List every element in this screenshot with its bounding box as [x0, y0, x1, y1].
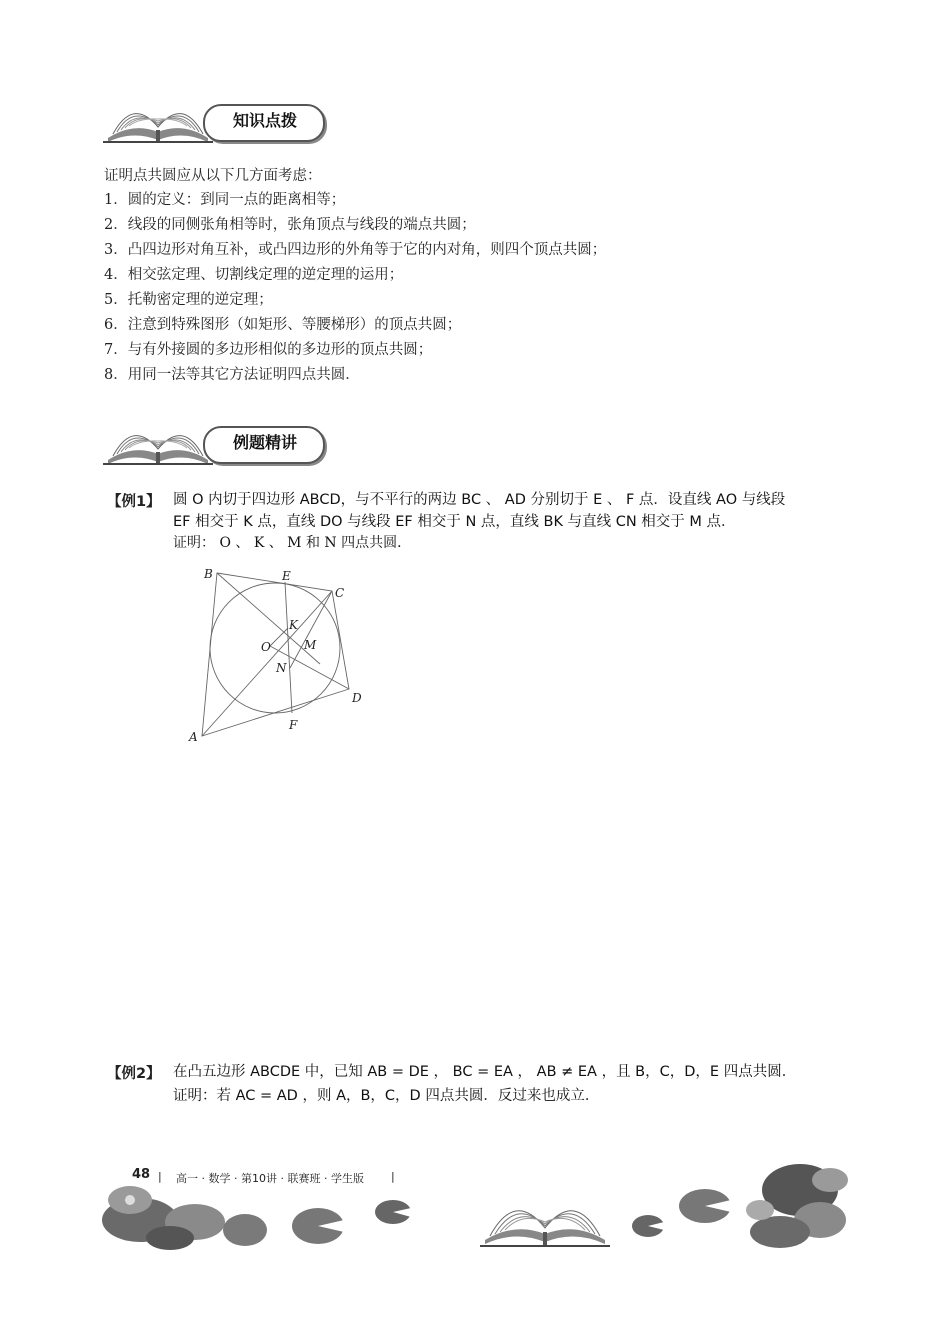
example-1-line-3: 证明： O 、 K 、 M 和 N 四点共圆．: [173, 535, 412, 551]
knowledge-item: 5．托勒密定理的逆定理；: [104, 292, 273, 308]
example-1-line-1: 圆 O 内切于四边形 ABCD，与不平行的两边 BC 、 AD 分别切于 E 、 F 点．设直线 AO 与线段: [173, 492, 786, 508]
lily-pad-icon: [679, 1189, 731, 1223]
footer-separator: |: [158, 1170, 162, 1183]
figure-label: N: [276, 661, 287, 675]
lily-pad-icon: [292, 1208, 344, 1244]
figure-label: E: [282, 569, 291, 583]
page-number: 48: [132, 1167, 151, 1182]
footer-decoration: [100, 1160, 850, 1255]
knowledge-item: 1．圆的定义：到同一点的距离相等；: [104, 192, 346, 208]
knowledge-item: 7．与有外接圆的多边形相似的多边形的顶点共圆；: [104, 342, 433, 358]
example-2-line-1: 在凸五边形 ABCDE 中，已知 AB = DE ， BC = EA ， AB ≠ EA ，且 B，C，D，E 四点共圆．: [173, 1064, 797, 1080]
examples-section-banner: [103, 414, 333, 476]
figure-label: F: [289, 718, 298, 732]
segment-ef: [285, 582, 292, 713]
inscribed-circle-o: [210, 583, 340, 713]
open-book-icon: [103, 92, 213, 147]
example-2-line-2: 证明：若 AC = AD ，则 A，B，C，D 四点共圆．反过来也成立．: [173, 1088, 600, 1104]
section-title: 例题精讲: [232, 433, 297, 452]
example-2-tag: 【例2】: [107, 1066, 161, 1082]
figure-label: C: [335, 586, 345, 600]
example-1-line-2: EF 相交于 K 点，直线 DO 与线段 EF 相交于 N 点，直线 BK 与直线 CN 相交于 M 点．: [173, 514, 736, 530]
section-title: 知识点拨: [232, 111, 297, 130]
knowledge-item: 6．注意到特殊图形（如矩形、等腰梯形）的顶点共圆；: [104, 317, 462, 333]
knowledge-item: 8．用同一法等其它方法证明四点共圆．: [104, 367, 360, 383]
figure-label: D: [352, 691, 362, 705]
figure-label: B: [204, 567, 213, 581]
figure-label: O: [261, 640, 271, 654]
line-ao: [202, 591, 332, 736]
example-1-figure: [180, 560, 380, 750]
figure-label: A: [189, 730, 198, 744]
footer-text: 高一 · 数学 · 第10讲 · 联赛班 · 学生版: [176, 1172, 364, 1185]
figure-label: K: [289, 618, 298, 632]
knowledge-item: 3．凸四边形对角互补，或凸四边形的外角等于它的内对角，则四个顶点共圆；: [104, 242, 607, 258]
knowledge-intro: 证明点共圆应从以下几方面考虑：: [104, 168, 322, 184]
lily-pad-icon: [632, 1215, 664, 1237]
lily-pad-icon: [375, 1200, 411, 1224]
example-1-tag: 【例1】: [107, 494, 161, 510]
leaf-cluster-left-icon: [102, 1186, 267, 1250]
leaf-cluster-right-icon: [746, 1164, 848, 1248]
figure-label: M: [304, 638, 317, 652]
knowledge-item: 2．线段的同侧张角相等时，张角顶点与线段的端点共圆；: [104, 217, 476, 233]
knowledge-section-banner: [103, 92, 333, 154]
knowledge-item: 4．相交弦定理、切割线定理的逆定理的运用；: [104, 267, 404, 283]
footer-separator: |: [391, 1170, 395, 1183]
open-book-icon: [103, 414, 213, 469]
open-book-icon: [480, 1211, 610, 1246]
